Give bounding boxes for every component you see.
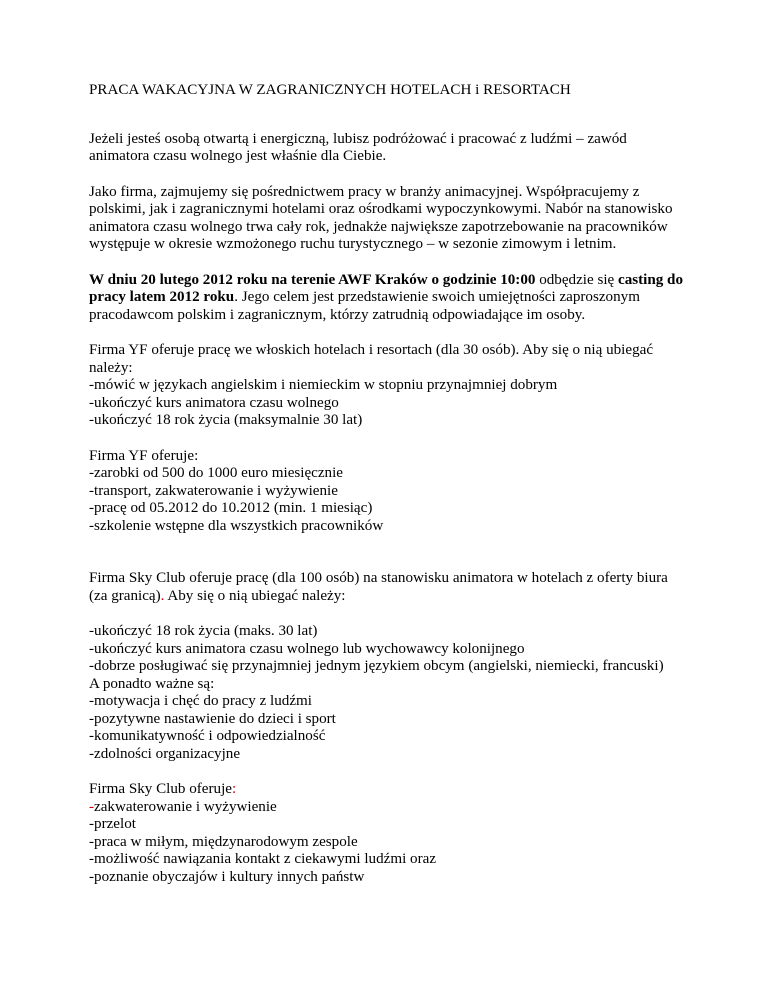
list-item: -ukończyć kurs animatora czasu wolnego lub wychowawcy kolonijnego — [89, 640, 525, 657]
list-item: -ukończyć kurs animatora czasu wolnego — [89, 394, 339, 411]
sky-intro-text-2: Aby się o nią ubiegać należy: — [164, 587, 346, 604]
list-item: -możliwość nawiązania kontakt z ciekawymi ludźmi oraz — [89, 851, 437, 867]
list-item: -poznanie obyczajów i kultury innych państw — [89, 868, 365, 885]
list-item: -zdolności organizacyjne — [89, 745, 241, 762]
casting-paragraph — [89, 272, 689, 325]
sky-offer-red-dash: - — [89, 798, 95, 815]
yf-requirements-intro: Firma YF oferuje pracę we włoskich hotelach i resortach (dla 30 osób). Aby się o nią ubiegać należy: — [89, 342, 654, 376]
intro-paragraph: Jeżeli jesteś osobą otwartą i energiczną, lubisz podróżować i pracować z ludźmi – zawód animatora czasu wolnego jest właśnie dla Ciebie. — [89, 130, 627, 164]
list-item: -ukończyć 18 rok życia (maks. 30 lat) — [89, 623, 318, 639]
sky-offer-intro: Firma Sky Club oferuje — [89, 781, 232, 797]
casting-title-bold: casting do pracy latem 2012 roku — [89, 271, 683, 305]
sky-offer-first-item: zakwaterowanie i wyżywienie — [94, 798, 277, 815]
list-item: -motywacja i chęć do pracy z ludźmi — [89, 693, 312, 709]
casting-date-bold: W dniu 20 lutego 2012 roku na terenie AWF Kraków o godzinie 10:00 — [89, 271, 536, 288]
list-item — [89, 799, 689, 817]
sky-offer-intro-red-colon: : — [231, 781, 237, 797]
sky-intro-text: Firma Sky Club oferuje pracę (dla 100 osób) na stanowisku animatora w hotelach z oferty biura (za granicą) — [89, 570, 668, 604]
sky-extra-intro: A ponadto ważne są: — [89, 675, 215, 692]
list-item: -komunikatywność i odpowiedzialność — [89, 728, 326, 744]
list-item: -szkolenie wstępne dla wszystkich pracowników — [89, 517, 384, 534]
list-item: -mówić w językach angielskim i niemieckim w stopniu przynajmniej dobrym — [89, 377, 558, 393]
list-item: -pozytywne nastawienie do dzieci i sport — [89, 710, 336, 727]
list-item: -transport, zakwaterowanie i wyżywienie — [89, 482, 338, 499]
yf-requirements — [89, 342, 689, 430]
sky-requirements — [89, 623, 689, 763]
sky-offer — [89, 781, 689, 886]
list-item: -pracę od 05.2012 do 10.2012 (min. 1 miesiąc) — [89, 500, 373, 516]
casting-text-2: . Jego celem jest przedstawienie swoich umiejętności zaproszonym pracodawcom polskim i zagranicznym, którzy zatrudnią odpowiadające im osoby. — [89, 289, 640, 323]
casting-text-1: odbędzie się — [535, 271, 618, 288]
yf-offer-intro: Firma YF oferuje: — [89, 447, 199, 464]
list-item: -ukończyć 18 rok życia (maksymalnie 30 lat) — [89, 412, 363, 428]
sky-intro-paragraph — [89, 570, 689, 605]
sky-offer-intro-line — [89, 781, 689, 799]
list-item: -praca w miłym, międzynarodowym zespole — [89, 833, 358, 850]
about-paragraph: Jako firma, zajmujemy się pośrednictwem pracy w branży animacyjnej. Współpracujemy z polskimi, jak i zagranicznymi hotelami oraz ośrodkami wypoczynkowymi. Nabór na stanowisko animatora czasu wolnego trwa cały rok, jednakże największe zapotrzebowanie na pracowników występuje w okresie wzmożonego ruchu turystycznego – w sezonie zimowym i letnim. — [89, 183, 673, 252]
document-title: PRACA WAKACYJNA W ZAGRANICZNYCH HOTELACH i RESORTACH — [89, 82, 571, 98]
list-item: -dobrze posługiwać się przynajmniej jednym językiem obcym (angielski, niemiecki, francuski) — [89, 658, 664, 674]
yf-offer — [89, 448, 689, 536]
list-item: -przelot — [89, 816, 136, 832]
list-item: -zarobki od 500 do 1000 euro miesięcznie — [89, 465, 343, 481]
sky-intro-red-period: . — [160, 587, 165, 604]
document-page — [89, 82, 689, 904]
